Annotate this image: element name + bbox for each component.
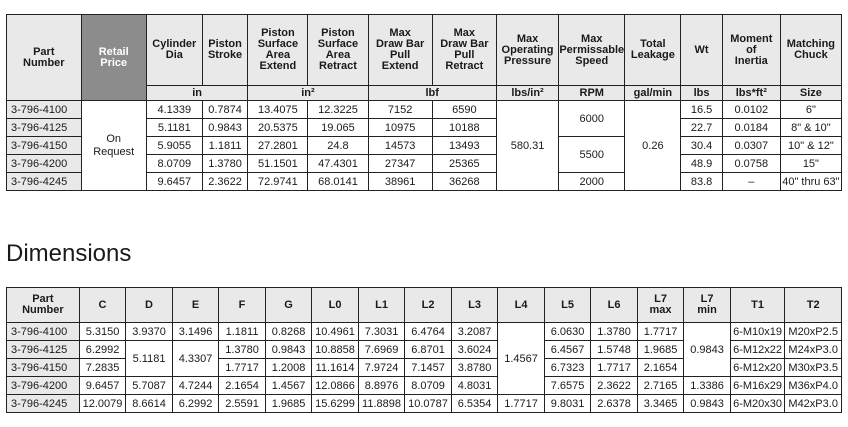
- dim-c: 9.6457: [79, 377, 126, 395]
- dim-l5: 7.6575: [544, 377, 591, 395]
- permissable-speed: 2000: [559, 173, 625, 191]
- dim-l3: 4.8031: [451, 377, 498, 395]
- pull-extend: 27347: [368, 155, 432, 173]
- dim-l1: 7.6969: [358, 341, 405, 359]
- dim-l6: 1.3780: [591, 323, 638, 341]
- pull-extend: 7152: [368, 101, 432, 119]
- dim-d: 3.9370: [126, 323, 173, 341]
- header-e: E: [172, 288, 219, 323]
- header-matching-chuck: Matching Chuck: [780, 15, 841, 86]
- dim-l0: 10.4961: [312, 323, 359, 341]
- header-l3: L3: [451, 288, 498, 323]
- cylinder-dia: 5.1181: [146, 119, 202, 137]
- dim-l0: 12.0866: [312, 377, 359, 395]
- pull-retract: 25365: [432, 155, 496, 173]
- area-retract: 12.3225: [308, 101, 368, 119]
- unit-size: Size: [780, 86, 841, 101]
- dim-l7-max: 1.7717: [637, 323, 684, 341]
- pull-extend: 38961: [368, 173, 432, 191]
- matching-chuck: 6": [780, 101, 841, 119]
- dim-l6: 2.6378: [591, 395, 638, 413]
- header-retail-price: Retail Price: [81, 15, 146, 101]
- dimensions-title: Dimensions: [6, 240, 132, 267]
- header-total-leakage: Total Leakage: [625, 15, 681, 86]
- moment-of-inertia: 0.0307: [722, 137, 780, 155]
- cylinder-dia: 4.1339: [146, 101, 202, 119]
- header-l1: L1: [358, 288, 405, 323]
- area-retract: 47.4301: [308, 155, 368, 173]
- dim-t1: 6-M12x20: [730, 359, 785, 377]
- dim-l6: 1.7717: [591, 359, 638, 377]
- wt: 22.7: [681, 119, 722, 137]
- header-l4: L4: [498, 288, 545, 323]
- header-l7-max: L7 max: [637, 288, 684, 323]
- part-number: 3-796-4245: [7, 173, 82, 191]
- dim-c: 7.2835: [79, 359, 126, 377]
- part-number: 3-796-4125: [7, 341, 80, 359]
- dim-l7-max: 2.7165: [637, 377, 684, 395]
- part-number: 3-796-4100: [7, 101, 82, 119]
- dim-d: 5.1181: [126, 341, 173, 377]
- moment-of-inertia: 0.0102: [722, 101, 780, 119]
- dim-l3: 3.6024: [451, 341, 498, 359]
- header-wt: Wt: [681, 15, 722, 86]
- dim-l7-min: 0.9843: [684, 395, 731, 413]
- dim-l2: 8.0709: [405, 377, 452, 395]
- header-d: D: [126, 288, 173, 323]
- dim-l7-min: 1.3386: [684, 377, 731, 395]
- unit-in2: in²: [248, 86, 368, 101]
- dim-t2: M36xP4.0: [785, 377, 842, 395]
- header-pull-extend: Max Draw Bar Pull Extend: [368, 15, 432, 86]
- dim-d: 8.6614: [126, 395, 173, 413]
- wt: 30.4: [681, 137, 722, 155]
- cylinder-dia: 9.6457: [146, 173, 202, 191]
- dim-f: 1.3780: [219, 341, 266, 359]
- dim-f: 2.1654: [219, 377, 266, 395]
- header-l6: L6: [591, 288, 638, 323]
- table-row: [7, 323, 842, 341]
- header-t1: T1: [730, 288, 785, 323]
- header-l2: L2: [405, 288, 452, 323]
- area-retract: 19.065: [308, 119, 368, 137]
- dim-t2: M42xP3.0: [785, 395, 842, 413]
- header-moment-of-inertia: Moment of Inertia: [722, 15, 780, 86]
- part-number: 3-796-4150: [7, 137, 82, 155]
- header-area-extend: Piston Surface Area Extend: [248, 15, 308, 86]
- dim-l7-max: 3.3465: [637, 395, 684, 413]
- dim-l5: 9.8031: [544, 395, 591, 413]
- dim-t2: M30xP3.5: [785, 359, 842, 377]
- part-number: 3-796-4125: [7, 119, 82, 137]
- matching-chuck: 8" & 10": [780, 119, 841, 137]
- moment-of-inertia: 0.0184: [722, 119, 780, 137]
- area-retract: 24.8: [308, 137, 368, 155]
- dim-t2: M20xP2.5: [785, 323, 842, 341]
- dim-l4: 1.4567: [498, 323, 545, 395]
- unit-leakage: gal/min: [625, 86, 681, 101]
- dim-l2: 10.0787: [405, 395, 452, 413]
- dim-l2: 6.8701: [405, 341, 452, 359]
- area-extend: 13.4075: [248, 101, 308, 119]
- part-number: 3-796-4150: [7, 359, 80, 377]
- cylinder-dia: 5.9055: [146, 137, 202, 155]
- dim-t1: 6-M12x22: [730, 341, 785, 359]
- header-pull-retract: Max Draw Bar Pull Retract: [432, 15, 496, 86]
- dim-g: 0.9843: [265, 341, 312, 359]
- piston-stroke: 0.9843: [202, 119, 248, 137]
- dimensions-header-row: [7, 288, 842, 323]
- dim-f: 2.5591: [219, 395, 266, 413]
- header-g: G: [265, 288, 312, 323]
- header-part-number: Part Number: [7, 288, 80, 323]
- dim-e: 4.3307: [172, 341, 219, 377]
- header-permissable-speed: Max Permissable Speed: [559, 15, 625, 86]
- unit-wt: lbs: [681, 86, 722, 101]
- total-leakage: 0.26: [625, 101, 681, 191]
- dim-l6: 1.5748: [591, 341, 638, 359]
- dim-l3: 6.5354: [451, 395, 498, 413]
- piston-stroke: 2.3622: [202, 173, 248, 191]
- dim-l1: 11.8898: [358, 395, 405, 413]
- operating-pressure: 580.31: [496, 101, 558, 191]
- dim-d: 5.7087: [126, 377, 173, 395]
- header-area-retract: Piston Surface Area Retract: [308, 15, 368, 86]
- dim-l4: 1.7717: [498, 395, 545, 413]
- dim-l5: 6.7323: [544, 359, 591, 377]
- dim-g: 1.2008: [265, 359, 312, 377]
- dim-l6: 2.3622: [591, 377, 638, 395]
- retail-price: On Request: [81, 101, 146, 191]
- permissable-speed: 5500: [559, 137, 625, 173]
- moment-of-inertia: –: [722, 173, 780, 191]
- dim-l7-max: 2.1654: [637, 359, 684, 377]
- area-retract: 68.0141: [308, 173, 368, 191]
- area-extend: 51.1501: [248, 155, 308, 173]
- dim-l3: 3.8780: [451, 359, 498, 377]
- dim-l5: 6.0630: [544, 323, 591, 341]
- dim-e: 4.7244: [172, 377, 219, 395]
- table-row: [7, 377, 842, 395]
- table-row: [7, 101, 842, 119]
- pull-retract: 36268: [432, 173, 496, 191]
- spec-header-row: [7, 15, 842, 86]
- dim-f: 1.1811: [219, 323, 266, 341]
- dim-l0: 11.1614: [312, 359, 359, 377]
- matching-chuck: 10" & 12": [780, 137, 841, 155]
- wt: 83.8: [681, 173, 722, 191]
- piston-stroke: 0.7874: [202, 101, 248, 119]
- area-extend: 27.2801: [248, 137, 308, 155]
- piston-stroke: 1.3780: [202, 155, 248, 173]
- unit-inertia: lbs*ft²: [722, 86, 780, 101]
- unit-pressure: lbs/in²: [496, 86, 558, 101]
- header-l0: L0: [312, 288, 359, 323]
- header-cylinder-dia: Cylinder Dia: [146, 15, 202, 86]
- piston-stroke: 1.1811: [202, 137, 248, 155]
- header-c: C: [79, 288, 126, 323]
- dim-g: 1.9685: [265, 395, 312, 413]
- permissable-speed: 6000: [559, 101, 625, 137]
- moment-of-inertia: 0.0758: [722, 155, 780, 173]
- dim-l3: 3.2087: [451, 323, 498, 341]
- matching-chuck: 40" thru 63": [780, 173, 841, 191]
- unit-rpm: RPM: [559, 86, 625, 101]
- dim-l7-max: 1.9685: [637, 341, 684, 359]
- dim-g: 0.8268: [265, 323, 312, 341]
- cylinder-dia: 8.0709: [146, 155, 202, 173]
- area-extend: 72.9741: [248, 173, 308, 191]
- dim-t1: 6-M16x29: [730, 377, 785, 395]
- dim-f: 1.7717: [219, 359, 266, 377]
- dim-g: 1.4567: [265, 377, 312, 395]
- dim-l2: 6.4764: [405, 323, 452, 341]
- part-number: 3-796-4200: [7, 377, 80, 395]
- unit-in: in: [146, 86, 248, 101]
- header-part-number: Part Number: [7, 15, 82, 101]
- dim-l1: 8.8976: [358, 377, 405, 395]
- spec-table: [6, 14, 842, 191]
- header-f: F: [219, 288, 266, 323]
- matching-chuck: 15": [780, 155, 841, 173]
- dim-l1: 7.3031: [358, 323, 405, 341]
- part-number: 3-796-4245: [7, 395, 80, 413]
- table-row: [7, 395, 842, 413]
- dim-l7-min: 0.9843: [684, 323, 731, 377]
- dim-l2: 7.1457: [405, 359, 452, 377]
- part-number: 3-796-4100: [7, 323, 80, 341]
- pull-retract: 6590: [432, 101, 496, 119]
- wt: 16.5: [681, 101, 722, 119]
- unit-lbf: lbf: [368, 86, 496, 101]
- wt: 48.9: [681, 155, 722, 173]
- dim-l0: 10.8858: [312, 341, 359, 359]
- header-l5: L5: [544, 288, 591, 323]
- dim-c: 6.2992: [79, 341, 126, 359]
- pull-extend: 14573: [368, 137, 432, 155]
- pull-retract: 13493: [432, 137, 496, 155]
- dim-l0: 15.6299: [312, 395, 359, 413]
- dim-t1: 6-M20x30: [730, 395, 785, 413]
- pull-extend: 10975: [368, 119, 432, 137]
- dim-l1: 7.9724: [358, 359, 405, 377]
- dim-e: 6.2992: [172, 395, 219, 413]
- dim-l5: 6.4567: [544, 341, 591, 359]
- dim-c: 12.0079: [79, 395, 126, 413]
- header-l7-min: L7 min: [684, 288, 731, 323]
- header-t2: T2: [785, 288, 842, 323]
- part-number: 3-796-4200: [7, 155, 82, 173]
- dim-t2: M24xP3.0: [785, 341, 842, 359]
- dimensions-table: [6, 287, 842, 413]
- pull-retract: 10188: [432, 119, 496, 137]
- area-extend: 20.5375: [248, 119, 308, 137]
- dim-c: 5.3150: [79, 323, 126, 341]
- header-piston-stroke: Piston Stroke: [202, 15, 248, 86]
- header-operating-pressure: Max Operating Pressure: [496, 15, 558, 86]
- dim-e: 3.1496: [172, 323, 219, 341]
- dim-t1: 6-M10x19: [730, 323, 785, 341]
